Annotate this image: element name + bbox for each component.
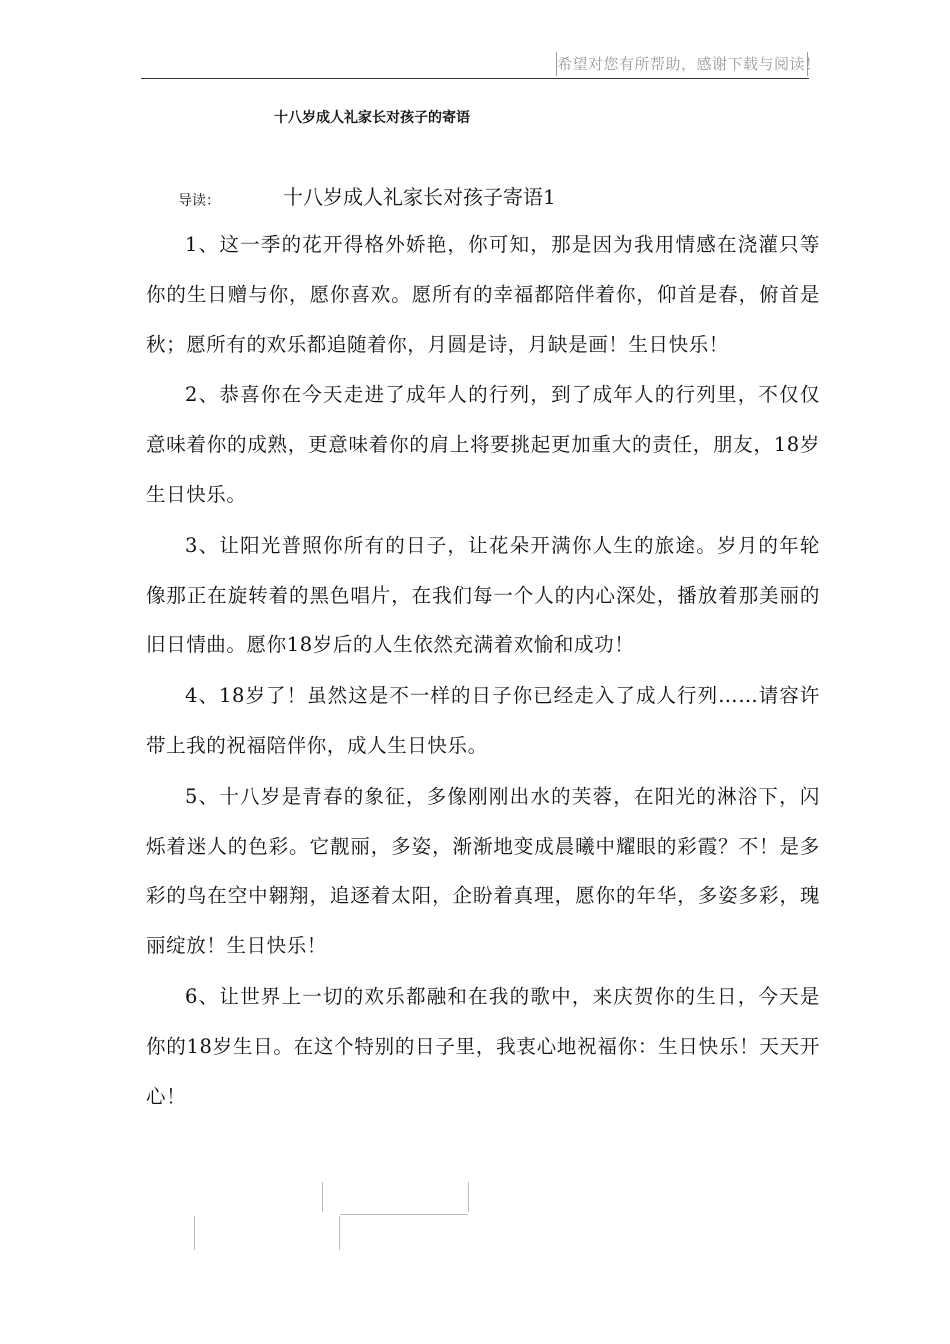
paragraph-2: 2、恭喜你在今天走进了成年人的行列，到了成年人的行列里，不仅仅意味着你的成熟，更意味着你的肩上将要挑起更加重大的责任，朋友，18岁生日快乐。 [146, 383, 820, 506]
paragraph-6: 6、让世界上一切的欢乐都融和在我的歌中，来庆贺你的生日，今天是你的18岁生日。在这个特别的日子里，我衷心地祝福你：生日快乐！天天开心！ [146, 984, 820, 1108]
paragraph-3: 3、让阳光普照你所有的日子，让花朵开满你人生的旅途。岁月的年轮像那正在旋转着的黑色唱片，在我们每一个人的内心深处，播放着那美丽的旧日情曲。愿你18岁后的人生依然充满着欢愉和成功！ [146, 533, 820, 657]
body-text [146, 220, 820, 1122]
header-rule [141, 78, 809, 79]
paragraph-1: 1、这一季的花开得格外娇艳，你可知，那是因为我用情感在浇灌只等你的生日赠与你，愿你喜欢。愿所有的幸福都陪伴着你，仰首是春，俯首是秋；愿所有的欢乐都追随着你，月圆是诗，月缺是画！生日快乐！ [146, 233, 820, 356]
paragraph-5: 5、十八岁是青春的象征，多像刚刚出水的芙蓉，在阳光的淋浴下，闪烁着迷人的色彩。它靓丽，多姿，渐渐地变成晨曦中耀眼的彩霞？不！是多彩的鸟在空中翱翔，追逐着太阳，企盼着真理，愿你的年华，多姿多彩，瑰丽绽放！生日快乐！ [146, 784, 820, 958]
layout-mark-vertical-2 [468, 1182, 469, 1212]
layout-mark-vertical-3 [194, 1216, 195, 1250]
layout-mark-vertical-1 [322, 1182, 323, 1212]
layout-mark-vertical-4 [339, 1216, 340, 1250]
intro-label: 导读： [178, 193, 220, 209]
layout-mark-horizontal [340, 1214, 468, 1215]
section-title: 十八岁成人礼家长对孩子寄语1 [283, 185, 556, 209]
paragraph-4: 4、18岁了！虽然这是不一样的日子你已经走入了成人行列……请容许带上我的祝福陪伴你，成人生日快乐。 [146, 684, 820, 757]
header-watermark: 希望对您有所帮助，感谢下载与阅读！ [556, 52, 808, 76]
document-title: 十八岁成人礼家长对孩子的寄语 [274, 110, 470, 126]
